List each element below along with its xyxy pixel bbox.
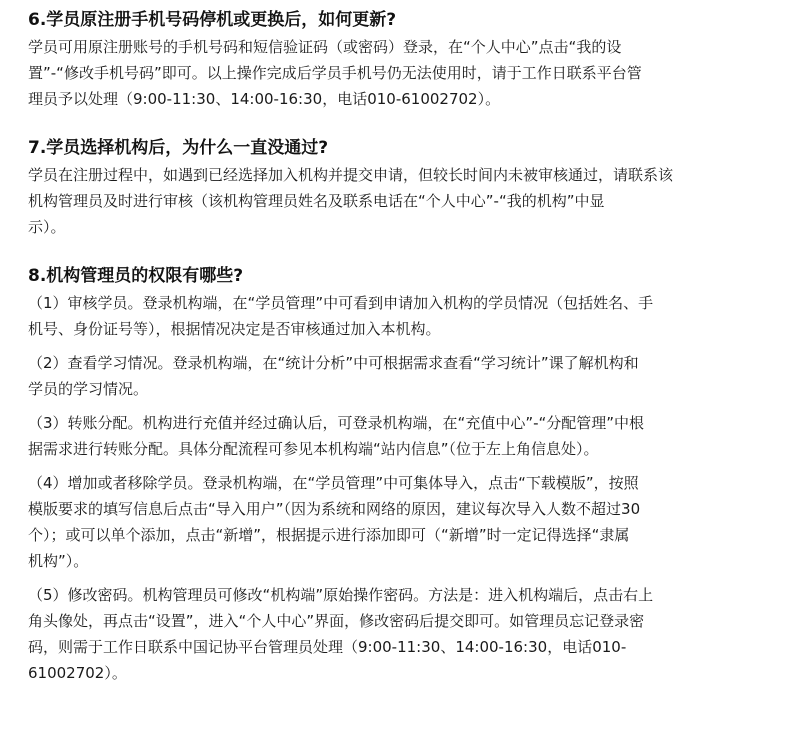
item-line: 机号、身份证号等），根据情况决定是否审核通过加入本机构。 — [28, 320, 441, 338]
item-line: （2）查看学习情况。登录机构端，在“统计分析”中可根据需求查看“学习统计”课了解机构和 — [28, 354, 639, 372]
list-item — [28, 410, 788, 462]
item-spacer — [28, 402, 788, 410]
item-line: 学员的学习情况。 — [28, 380, 149, 398]
section-spacer — [28, 112, 788, 134]
item-spacer — [28, 462, 788, 470]
faq-section-8 — [28, 262, 788, 686]
list-item — [28, 350, 788, 402]
item-line: 个）；或可以单个添加，点击“新增”，根据提示进行添加即可（“新增”时一定记得选择“隶属 — [28, 526, 630, 544]
item-line: 码，则需于工作日联系中国记协平台管理员处理（9:00-11:30、14:00-16:30，电话010- — [28, 638, 627, 656]
item-line: （4）增加或者移除学员。登录机构端，在“学员管理”中可集体导入，点击“下载模版”，按照 — [28, 474, 639, 492]
item-spacer — [28, 574, 788, 582]
section-title: 6.学员原注册手机号码停机或更换后，如何更新? — [28, 10, 397, 30]
answer-line: 置”-“修改手机号码”即可。以上操作完成后学员手机号仍无法使用时，请于工作日联系平台管 — [28, 64, 642, 82]
answer-line: 机构管理员及时进行审核（该机构管理员姓名及联系电话在“个人中心”-“我的机构”中显 — [28, 192, 605, 210]
faq-document — [28, 6, 788, 686]
answer-line: 示）。 — [28, 218, 66, 236]
faq-section-6 — [28, 6, 788, 112]
answer-line: 学员可用原注册账号的手机号码和短信验证码（或密码）登录，在“个人中心”点击“我的设 — [28, 38, 622, 56]
item-line: 角头像处，再点击“设置”，进入“个人中心”界面，修改密码后提交即可。如管理员忘记登录密 — [28, 612, 645, 630]
faq-section-7 — [28, 134, 788, 240]
item-line: 据需求进行转账分配。具体分配流程可参见本机构端“站内信息”（位于左上角信息处）。 — [28, 440, 599, 458]
item-line: 机构”）。 — [28, 552, 89, 570]
item-line: （5）修改密码。机构管理员可修改“机构端”原始操作密码。方法是：进入机构端后，点击右上 — [28, 586, 654, 604]
section-title: 7.学员选择机构后，为什么一直没通过? — [28, 138, 329, 158]
item-spacer — [28, 342, 788, 350]
item-line: 模版要求的填写信息后点击“导入用户”（因为系统和网络的原因，建议每次导入人数不超过30 — [28, 500, 641, 518]
answer-line: 理员予以处理（9:00-11:30、14:00-16:30，电话010-61002702）。 — [28, 90, 501, 108]
section-title: 8.机构管理员的权限有哪些? — [28, 266, 244, 286]
list-item — [28, 582, 788, 686]
item-line: （1）审核学员。登录机构端，在“学员管理”中可看到申请加入机构的学员情况（包括姓名、手 — [28, 294, 654, 312]
list-item — [28, 290, 788, 342]
section-spacer — [28, 240, 788, 262]
list-item — [28, 470, 788, 574]
item-line: （3）转账分配。机构进行充值并经过确认后，可登录机构端，在“充值中心”-“分配管理”中根 — [28, 414, 645, 432]
answer-line: 学员在注册过程中，如遇到已经选择加入机构并提交申请，但较长时间内未被审核通过，请联系该 — [28, 166, 674, 184]
item-line: 61002702）。 — [28, 664, 127, 682]
